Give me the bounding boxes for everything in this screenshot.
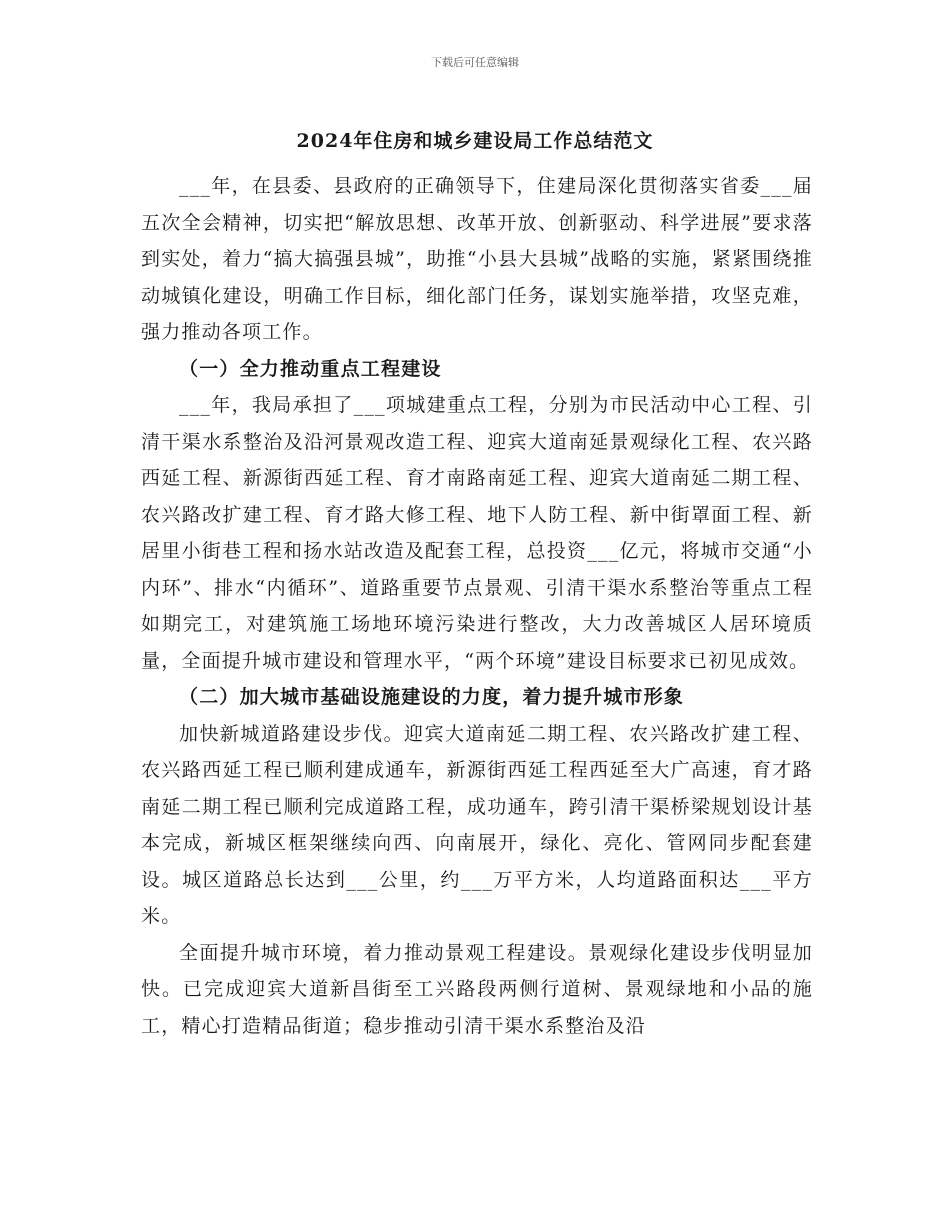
section-heading-2: （二）加大城市基础设施建设的力度，着力提升城市形象: [179, 686, 685, 708]
section-1-paragraph: ___年，我局承担了___项城建重点工程，分别为市民活动中心工程、引清干渠水系整治及沿河景观改造工程、迎宾大道南延景观绿化工程、农兴路西延工程、新源街西延工程、育才南路南延工程、迎宾大道南延二期工程、农兴路改扩建工程、育才路大修工程、地下人防工程、新中街罩面工程、新居里小街巷工程和扬水站改造及配套工程，总投资___亿元，将城市交通“小内环”、排水“内循环”、道路重要节点景观、引清干渠水系整治等重点工程如期完工，对建筑施工场地环境污染进行整改，大力改善城区人居环境质量，全面提升城市建设和管理水平，“两个环境”建设目标要求已初见成效。: [141, 394, 813, 672]
section-2-paragraph-2: 全面提升城市环境，着力推动景观工程建设。景观绿化建设步伐明显加快。已完成迎宾大道新昌街至工兴路段两侧行道树、景观绿地和小品的施工，精心打造精品街道；稳步推动引清干渠水系整治及沿: [141, 941, 813, 1037]
document-body: [141, 168, 813, 1044]
document-title: 2024年住房和城乡建设局工作总结范文: [296, 130, 654, 152]
intro-paragraph: ___年，在县委、县政府的正确领导下，住建局深化贯彻落实省委___届五次全会精神，切实把“解放思想、改革开放、创新驱动、科学进展”要求落到实处，着力“搞大搞强县城”，助推“小县大县城”战略的实施，紧紧围绕推动城镇化建设，明确工作目标，细化部门任务，谋划实施举措，攻坚克难，强力推动各项工作。: [141, 175, 813, 343]
section-heading-1: （一）全力推动重点工程建设: [179, 357, 442, 380]
section-2-paragraph-1: 加快新城道路建设步伐。迎宾大道南延二期工程、农兴路改扩建工程、农兴路西延工程已顺利建成通车，新源街西延工程西延至大广高速，育才路南延二期工程已顺利完成道路工程，成功通车，跨引清干渠桥梁规划设计基本完成，新城区框架继续向西、向南展开，绿化、亮化、管网同步配套建设。城区道路总长达到___公里，约___万平方米，人均道路面积达___平方米。: [141, 722, 813, 927]
header-note: 下载后可任意编辑: [431, 56, 519, 69]
